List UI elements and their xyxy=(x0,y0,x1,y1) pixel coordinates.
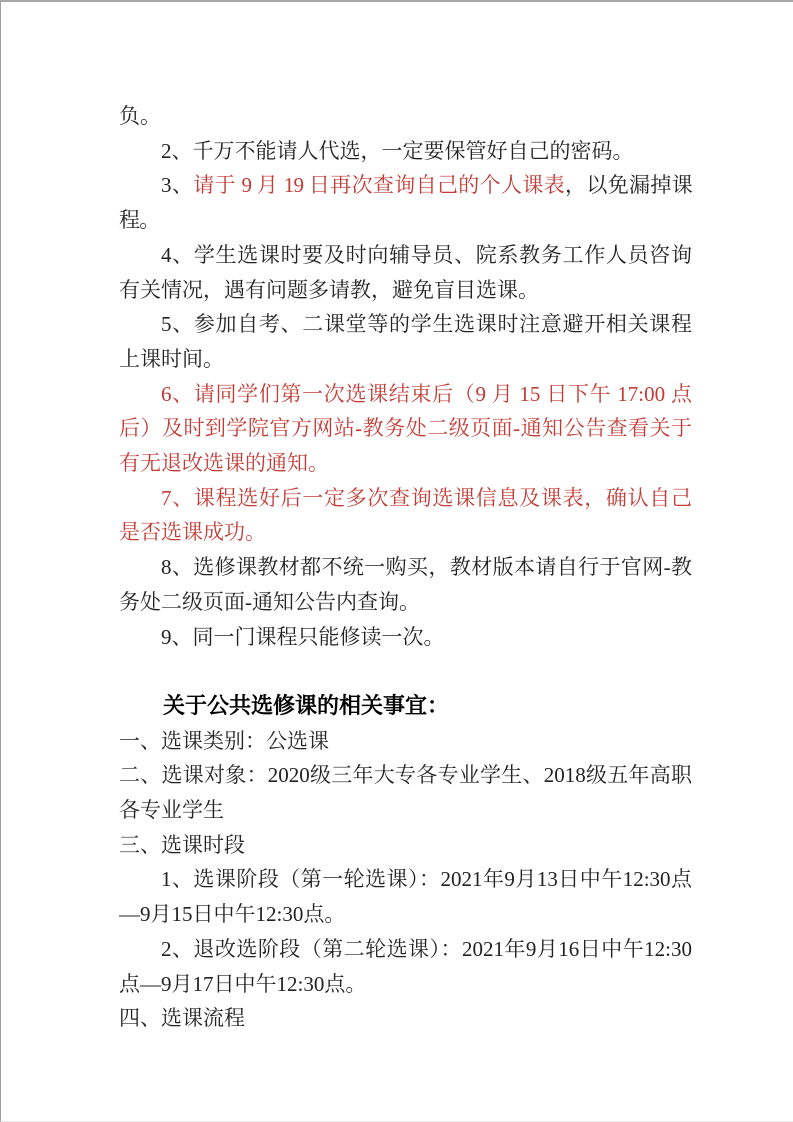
document-content xyxy=(1,2,793,1036)
paragraph xyxy=(119,758,692,827)
text-segment: 3、 xyxy=(161,173,194,198)
paragraph xyxy=(119,481,692,550)
text-segment: 关于公共选修课的相关事宜： xyxy=(163,692,450,718)
paragraph xyxy=(119,238,692,307)
text-segment: ，以免漏掉课程。 xyxy=(119,173,692,233)
paragraph xyxy=(119,932,692,1001)
text-segment: 四、选课流程 xyxy=(119,1006,245,1031)
text-segment: 三、选课时段 xyxy=(119,832,245,857)
text-segment: 一、选课类别：公选课 xyxy=(119,728,329,753)
text-segment: 9、同一门课程只能修读一次。 xyxy=(161,624,445,649)
text-segment: 8、选修课教材都不统一购买，教材版本请自行于官网-教务处二级页面-通知公告内查询。 xyxy=(119,555,692,614)
paragraph xyxy=(119,862,692,931)
text-segment: 2、千万不能请人代选，一定要保管好自己的密码。 xyxy=(161,138,634,163)
emphasis-text-segment: 6、请同学们第一次选课结束后（9 月 15 日下午 17:00 点后）及时到学院官方网站-教务处二级页面-通知公告查看关于有无退改选课的通知。 xyxy=(119,381,692,476)
text-segment: 5、参加自考、二课堂等的学生选课时注意避开相关课程上课时间。 xyxy=(119,312,692,371)
text-segment: 2、退改选阶段（第二轮选课）：2021年9月16日中午12:30点—9月17日中午12:30点。 xyxy=(119,936,692,996)
paragraph xyxy=(119,550,692,619)
paragraph xyxy=(119,724,692,759)
paragraph xyxy=(119,134,692,169)
paragraph xyxy=(119,828,692,863)
text-segment: 4、学生选课时要及时向辅导员、院系教务工作人员咨询有关情况，遇有问题多请教，避免盲目选课。 xyxy=(119,242,692,302)
text-segment: 负。 xyxy=(119,104,161,128)
emphasis-text-segment: 请于 9 月 19 日再次查询自己的个人课表 xyxy=(193,173,566,198)
section-heading xyxy=(119,689,692,724)
paragraph xyxy=(119,168,692,237)
text-segment: 1、选课阶段（第一轮选课）：2021年9月13日中午12:30点—9月15日中午12:30点。 xyxy=(119,867,692,927)
emphasis-text-segment: 7、课程选好后一定多次查询选课信息及课表，确认自己是否选课成功。 xyxy=(119,485,692,545)
paragraph xyxy=(119,377,692,481)
paragraph xyxy=(119,620,692,655)
paragraph xyxy=(119,1001,692,1036)
paragraph xyxy=(119,307,692,376)
blank-line xyxy=(119,654,692,689)
paragraph xyxy=(119,99,692,134)
text-segment: 二、选课对象：2020级三年大专各专业学生、2018级五年高职各专业学生 xyxy=(119,763,692,823)
